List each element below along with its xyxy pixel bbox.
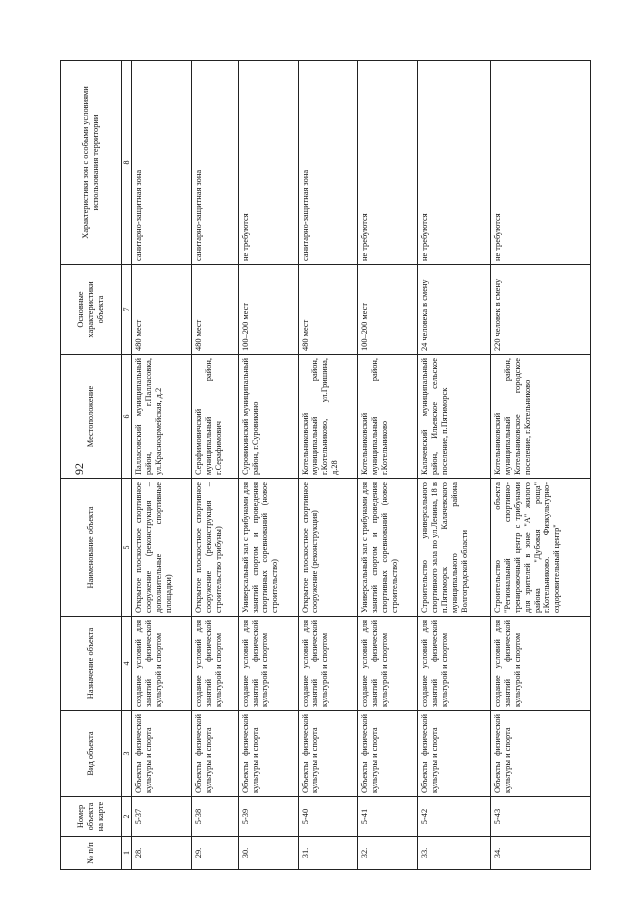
cell-index: 28.	[132, 837, 192, 870]
cell-zones: санитарно-защитная зона	[298, 61, 358, 265]
cell-location: Котельниковский муниципальный район, Котельниковское городское поселение, г.Котельниково	[491, 355, 591, 479]
cell-index: 31.	[298, 837, 358, 870]
cell-index: 33.	[418, 837, 491, 870]
cell-zones: не требуются	[358, 61, 418, 265]
table-row	[358, 61, 418, 870]
cell-location: Суровикинский муниципальный район, г.Суровикино	[238, 355, 298, 479]
table-row	[491, 61, 591, 870]
header-row	[61, 61, 122, 870]
cell-name: Строительство универсального спортивного зала по ул.Ленина, 18 в п.Пятиморск Калачевского муниципального района Волгоградской области	[418, 479, 491, 617]
cell-name: Открытое плоскостное спортивное сооружение (реконструкция – строительство трибуны)	[192, 479, 239, 617]
cell-zones: не требуются	[238, 61, 298, 265]
cell-purpose: создание условий для занятий физической культурой и спортом	[298, 617, 358, 711]
cell-index: 29.	[192, 837, 239, 870]
col-number: 7	[122, 265, 132, 355]
col-header-kind: Вид объекта	[61, 711, 122, 797]
cell-kind: Объекты физической культуры и спорта	[491, 711, 591, 797]
cell-index: 32.	[358, 837, 418, 870]
col-header-zones: Характеристики зон с особыми условиями использования территории	[61, 61, 122, 265]
cell-kind: Объекты физической культуры и спорта	[132, 711, 192, 797]
cell-location: Палласовский муниципальный район, г.Палласовка, ул.Красноармейская, д.2	[132, 355, 192, 479]
col-number: 2	[122, 797, 132, 837]
cell-map-number: 5-38	[192, 797, 239, 837]
cell-kind: Объекты физической культуры и спорта	[192, 711, 239, 797]
cell-characteristics: 100–200 мест	[238, 265, 298, 355]
cell-map-number: 5-39	[238, 797, 298, 837]
cell-characteristics: 24 человека в смену	[418, 265, 491, 355]
rotated-table-container	[60, 61, 591, 870]
cell-kind: Объекты физической культуры и спорта	[358, 711, 418, 797]
cell-map-number: 5-40	[298, 797, 358, 837]
col-header-location: Местоположение	[61, 355, 122, 479]
cell-purpose: создание условий для занятий физической культурой и спортом	[491, 617, 591, 711]
col-number: 4	[122, 617, 132, 711]
cell-characteristics: 480 мест	[192, 265, 239, 355]
cell-map-number: 5-43	[491, 797, 591, 837]
cell-purpose: создание условий для занятий физической культурой и спортом	[418, 617, 491, 711]
cell-zones: санитарно-защитная зона	[132, 61, 192, 265]
col-number: 1	[122, 837, 132, 870]
col-number: 6	[122, 355, 132, 479]
table-row	[192, 61, 239, 870]
cell-location: Котельниковский муниципальный район, г.Котельниково, ул.Гришина, д.28	[298, 355, 358, 479]
cell-purpose: создание условий для занятий физической культурой и спортом	[358, 617, 418, 711]
cell-characteristics: 480 мест	[298, 265, 358, 355]
cell-characteristics: 220 человек в смену	[491, 265, 591, 355]
cell-name: Открытое плоскостное спортивное сооружение (реконструкция – дополнительные спортивные площадки)	[132, 479, 192, 617]
cell-purpose: создание условий для занятий физической культурой и спортом	[132, 617, 192, 711]
table-row	[238, 61, 298, 870]
cell-map-number: 5-41	[358, 797, 418, 837]
table-row	[418, 61, 491, 870]
col-number: 5	[122, 479, 132, 617]
cell-location: Калачевский муниципальный район, Ильевское сельское поселение, п.Пятиморск	[418, 355, 491, 479]
cell-kind: Объекты физической культуры и спорта	[298, 711, 358, 797]
sports-facilities-table	[60, 60, 591, 870]
cell-map-number: 5-42	[418, 797, 491, 837]
column-number-row	[122, 61, 132, 870]
cell-location: Серафимовичский муниципальный район, г.Серафимович	[192, 355, 239, 479]
cell-purpose: создание условий для занятий физической культурой и спортом	[238, 617, 298, 711]
col-header-name: Наименование объекта	[61, 479, 122, 617]
cell-name: Строительство объекта "Региональный спортивно-тренировочный центр с трибунами для зрителей в зоне "А" жилого района "Дубовая роща" г.Котельниково. Физкультурно-оздоровительный центр"	[491, 479, 591, 617]
cell-map-number: 5-37	[132, 797, 192, 837]
col-number: 8	[122, 61, 132, 265]
cell-zones: не требуются	[418, 61, 491, 265]
table-row	[298, 61, 358, 870]
page-number: 92	[72, 463, 86, 475]
col-header-map-number: Номер объекта на карте	[61, 797, 122, 837]
cell-index: 30.	[238, 837, 298, 870]
cell-name: Открытое плоскостное спортивное сооружение (реконструкция)	[298, 479, 358, 617]
col-header-characteristics: Основные характеристики объекта	[61, 265, 122, 355]
cell-kind: Объекты физической культуры и спорта	[418, 711, 491, 797]
cell-name: Универсальный зал с трибунами для занятий спортом и проведения спортивных соревнований (новое строительство)	[358, 479, 418, 617]
cell-location: Котельниковский муниципальный район, г.Котельниково	[358, 355, 418, 479]
col-number: 3	[122, 711, 132, 797]
cell-characteristics: 100–200 мест	[358, 265, 418, 355]
table-row	[132, 61, 192, 870]
col-header-purpose: Назначение объекта	[61, 617, 122, 711]
cell-purpose: создание условий для занятий физической культурой и спортом	[192, 617, 239, 711]
col-header-index: № п/п	[61, 837, 122, 870]
cell-zones: не требуются	[491, 61, 591, 265]
cell-name: Универсальный зал с трибунами для занятий спортом и проведения спортивных соревнований (новое строительство)	[238, 479, 298, 617]
cell-kind: Объекты физической культуры и спорта	[238, 711, 298, 797]
cell-index: 34.	[491, 837, 591, 870]
cell-zones: санитарно-защитная зона	[192, 61, 239, 265]
cell-characteristics: 480 мест	[132, 265, 192, 355]
